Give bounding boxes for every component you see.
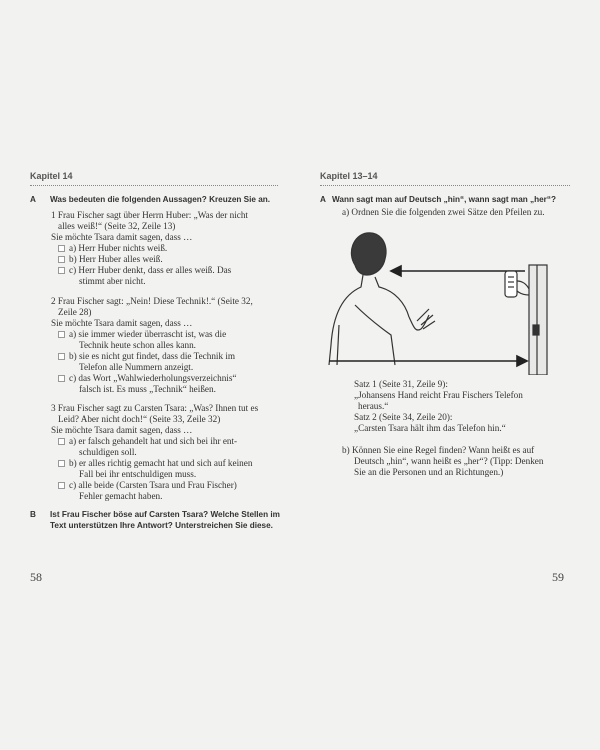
page-number: 58 (30, 570, 42, 584)
q1-checkbox-a[interactable] (58, 245, 65, 252)
q2-option-b-cont: Telefon alle Nummern anzeigt. (79, 362, 194, 372)
q3-line1: 3 Frau Fischer sagt zu Carsten Tsara: „Was? Ihnen tut es (51, 403, 259, 413)
q2-line2: Zeile 28) (58, 307, 92, 317)
task-letter: A (320, 195, 326, 204)
chapter-header: Kapitel 14 (30, 171, 73, 181)
q1-line2: alles weiß!“ (Seite 32, Zeile 13) (58, 221, 176, 231)
task-a-instruction: a) Ordnen Sie die folgenden zwei Sätze den Pfeilen zu. (342, 207, 545, 217)
man-figure (329, 233, 435, 365)
sentence1-line2: heraus.“ (358, 401, 389, 411)
q3-option-c: c) alle beide (Carsten Tsara und Frau Fischer) (69, 480, 237, 490)
q3-option-b-cont: Fall bei ihr entschuldigen muss. (79, 469, 197, 479)
sentence2-line1: „Carsten Tsara hält ihm das Telefon hin.“ (354, 423, 506, 433)
q1-option-c-cont: stimmt aber nicht. (79, 276, 146, 286)
q2-checkbox-c[interactable] (58, 375, 65, 382)
illustration (325, 225, 555, 375)
task-b-line3: Sie an die Personen und an Richtungen.) (354, 467, 504, 477)
task-letter: B (30, 510, 36, 519)
task-title: Was bedeuten die folgenden Aussagen? Kreuzen Sie an. (50, 195, 271, 204)
q1-option-c: c) Herr Huber denkt, dass er alles weiß. Das (69, 265, 232, 275)
right-page (300, 0, 600, 750)
q2-option-a: a) sie immer wieder überrascht ist, was die (69, 329, 227, 339)
task-letter: A (30, 195, 36, 204)
task-b-line1: Ist Frau Fischer böse auf Carsten Tsara? Welche Stellen im (50, 510, 280, 519)
q1-line3: Sie möchte Tsara damit sagen, dass … (51, 232, 193, 242)
sentence1-ref: Satz 1 (Seite 31, Zeile 9): (354, 379, 448, 389)
q2-checkbox-b[interactable] (58, 353, 65, 360)
q3-option-c-cont: Fehler gemacht haben. (79, 491, 163, 501)
header-divider (320, 185, 570, 186)
q2-checkbox-a[interactable] (58, 331, 65, 338)
q3-option-a-cont: schuldigen soll. (79, 447, 137, 457)
q2-line1: 2 Frau Fischer sagt: „Nein! Diese Technik!.“ (Seite 32, (51, 296, 253, 306)
q3-option-a: a) er falsch gehandelt hat und sich bei ihr ent- (69, 436, 238, 446)
chapter-header: Kapitel 13–14 (320, 171, 378, 181)
q2-option-b: b) sie es nicht gut findet, dass die Technik im (69, 351, 236, 361)
q2-option-a-cont: Technik heute schon alles kann. (79, 340, 196, 350)
q1-option-b: b) Herr Huber alles weiß. (69, 254, 163, 264)
task-title: Wann sagt man auf Deutsch „hin“, wann sagt man „her“? (332, 195, 556, 204)
arrow-bottom (329, 356, 527, 366)
page-number: 59 (552, 570, 564, 584)
q3-checkbox-b[interactable] (58, 460, 65, 467)
q2-option-c-cont: falsch ist. Es muss „Technik“ heißen. (79, 384, 216, 394)
q3-checkbox-a[interactable] (58, 438, 65, 445)
q1-line1: 1 Frau Fischer sagt über Herrn Huber: „Was der nicht (51, 210, 248, 220)
task-b-heading (30, 509, 290, 533)
sentence2-ref: Satz 2 (Seite 34, Zeile 20): (354, 412, 453, 422)
task-b-line2: Text unterstützen Ihre Antwort? Unterstreichen Sie diese. (50, 521, 273, 530)
q3-checkbox-c[interactable] (58, 482, 65, 489)
q2-option-c: c) das Wort „Wahlwiederholungsverzeichnis“ (69, 373, 237, 383)
header-divider (30, 185, 278, 186)
q1-checkbox-c[interactable] (58, 267, 65, 274)
q3-line3: Sie möchte Tsara damit sagen, dass … (51, 425, 193, 435)
task-b-line1: b) Können Sie eine Regel finden? Wann heißt es auf (342, 445, 535, 455)
sentence1-line1: „Johansens Hand reicht Frau Fischers Telefon (354, 390, 523, 400)
q2-line3: Sie möchte Tsara damit sagen, dass … (51, 318, 193, 328)
q1-checkbox-b[interactable] (58, 256, 65, 263)
task-b-line2: Deutsch „hin“, wann heißt es „her“? (Tipp: Denken (354, 456, 544, 466)
q1-option-a: a) Herr Huber nichts weiß. (69, 243, 168, 253)
q3-option-b: b) er alles richtig gemacht hat und sich auf keinen (69, 458, 253, 468)
q3-line2: Leid? Aber nicht doch!“ (Seite 33, Zeile 32) (58, 414, 221, 424)
door-hand-phone (505, 265, 547, 375)
